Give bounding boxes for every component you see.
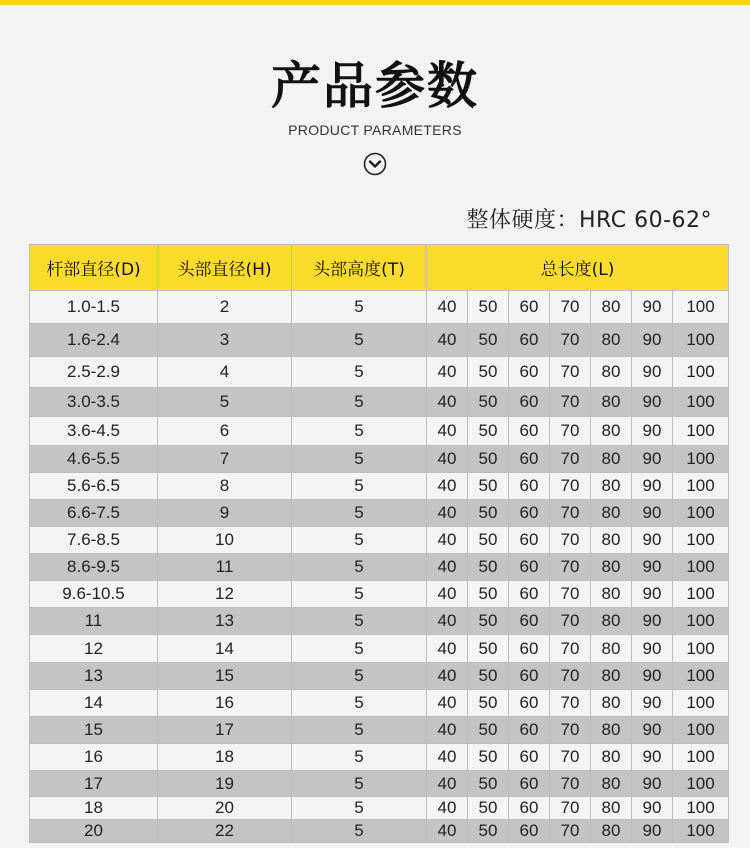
cell-head-height: 5 — [292, 771, 427, 797]
cell-total-length: 60 — [509, 388, 550, 417]
table-row — [30, 771, 729, 797]
cell-head-height: 5 — [292, 388, 427, 417]
header-head-height: 头部高度(T) — [292, 245, 427, 291]
table-row — [30, 388, 729, 417]
cell-total-length: 90 — [632, 357, 673, 388]
cell-head-height: 5 — [292, 608, 427, 635]
cell-total-length: 100 — [673, 554, 729, 581]
cell-shank-diameter: 17 — [30, 771, 158, 797]
cell-total-length: 40 — [427, 581, 468, 608]
cell-total-length: 100 — [673, 797, 729, 820]
cell-head-height: 5 — [292, 663, 427, 690]
cell-head-diameter: 14 — [158, 635, 292, 663]
cell-head-height: 5 — [292, 820, 427, 843]
cell-head-height: 5 — [292, 291, 427, 324]
cell-total-length: 100 — [673, 690, 729, 717]
cell-total-length: 70 — [550, 324, 591, 357]
cell-total-length: 50 — [468, 446, 509, 473]
cell-shank-diameter: 3.0-3.5 — [30, 388, 158, 417]
page-subtitle: PRODUCT PARAMETERS — [288, 122, 462, 138]
cell-head-height: 5 — [292, 446, 427, 473]
cell-total-length: 40 — [427, 820, 468, 843]
cell-head-height: 5 — [292, 635, 427, 663]
cell-total-length: 60 — [509, 357, 550, 388]
cell-total-length: 50 — [468, 717, 509, 744]
cell-head-diameter: 13 — [158, 608, 292, 635]
cell-head-height: 5 — [292, 417, 427, 446]
cell-total-length: 90 — [632, 635, 673, 663]
cell-shank-diameter: 6.6-7.5 — [30, 500, 158, 527]
cell-head-diameter: 11 — [158, 554, 292, 581]
cell-total-length: 90 — [632, 690, 673, 717]
cell-total-length: 90 — [632, 473, 673, 500]
cell-total-length: 70 — [550, 388, 591, 417]
cell-head-diameter: 20 — [158, 797, 292, 820]
cell-total-length: 40 — [427, 417, 468, 446]
cell-head-height: 5 — [292, 581, 427, 608]
table-header-row — [30, 245, 729, 291]
table-row — [30, 500, 729, 527]
cell-head-height: 5 — [292, 357, 427, 388]
cell-total-length: 80 — [591, 797, 632, 820]
cell-total-length: 60 — [509, 473, 550, 500]
cell-total-length: 60 — [509, 527, 550, 554]
cell-total-length: 60 — [509, 635, 550, 663]
table-row — [30, 417, 729, 446]
cell-total-length: 60 — [509, 744, 550, 771]
cell-total-length: 100 — [673, 357, 729, 388]
cell-head-diameter: 9 — [158, 500, 292, 527]
table-row — [30, 820, 729, 843]
cell-total-length: 80 — [591, 635, 632, 663]
cell-total-length: 50 — [468, 690, 509, 717]
cell-shank-diameter: 18 — [30, 797, 158, 820]
cell-total-length: 60 — [509, 291, 550, 324]
cell-shank-diameter: 8.6-9.5 — [30, 554, 158, 581]
cell-head-diameter: 10 — [158, 527, 292, 554]
cell-total-length: 100 — [673, 324, 729, 357]
table-row — [30, 291, 729, 324]
cell-total-length: 80 — [591, 820, 632, 843]
table-row — [30, 608, 729, 635]
cell-shank-diameter: 4.6-5.5 — [30, 446, 158, 473]
page-title: 产品参数 — [271, 57, 479, 115]
cell-total-length: 50 — [468, 473, 509, 500]
cell-total-length: 80 — [591, 663, 632, 690]
cell-total-length: 80 — [591, 608, 632, 635]
cell-total-length: 90 — [632, 608, 673, 635]
cell-total-length: 100 — [673, 581, 729, 608]
cell-head-diameter: 3 — [158, 324, 292, 357]
cell-total-length: 50 — [468, 357, 509, 388]
cell-head-diameter: 7 — [158, 446, 292, 473]
cell-total-length: 50 — [468, 744, 509, 771]
cell-total-length: 40 — [427, 690, 468, 717]
cell-total-length: 70 — [550, 771, 591, 797]
cell-total-length: 50 — [468, 820, 509, 843]
cell-total-length: 90 — [632, 663, 673, 690]
top-accent-bar — [0, 0, 750, 5]
cell-total-length: 70 — [550, 527, 591, 554]
cell-total-length: 80 — [591, 324, 632, 357]
cell-total-length: 80 — [591, 500, 632, 527]
cell-total-length: 40 — [427, 357, 468, 388]
cell-total-length: 90 — [632, 500, 673, 527]
cell-total-length: 80 — [591, 771, 632, 797]
cell-shank-diameter: 13 — [30, 663, 158, 690]
cell-total-length: 100 — [673, 744, 729, 771]
cell-shank-diameter: 16 — [30, 744, 158, 771]
table-row — [30, 690, 729, 717]
cell-total-length: 50 — [468, 581, 509, 608]
cell-total-length: 100 — [673, 635, 729, 663]
cell-head-height: 5 — [292, 473, 427, 500]
cell-total-length: 60 — [509, 820, 550, 843]
cell-total-length: 60 — [509, 581, 550, 608]
table-row — [30, 635, 729, 663]
cell-total-length: 100 — [673, 717, 729, 744]
cell-total-length: 50 — [468, 771, 509, 797]
cell-head-diameter: 17 — [158, 717, 292, 744]
cell-total-length: 90 — [632, 744, 673, 771]
cell-head-height: 5 — [292, 744, 427, 771]
cell-head-height: 5 — [292, 797, 427, 820]
cell-head-diameter: 19 — [158, 771, 292, 797]
cell-total-length: 100 — [673, 663, 729, 690]
cell-total-length: 80 — [591, 744, 632, 771]
table-row — [30, 446, 729, 473]
cell-total-length: 70 — [550, 500, 591, 527]
cell-head-diameter: 12 — [158, 581, 292, 608]
table-row — [30, 663, 729, 690]
table-row — [30, 357, 729, 388]
cell-total-length: 90 — [632, 717, 673, 744]
cell-total-length: 40 — [427, 473, 468, 500]
cell-total-length: 100 — [673, 473, 729, 500]
cell-total-length: 90 — [632, 581, 673, 608]
cell-head-diameter: 5 — [158, 388, 292, 417]
hardness-spec: 整体硬度：HRC 60-62° — [466, 208, 712, 233]
cell-total-length: 90 — [632, 446, 673, 473]
cell-total-length: 90 — [632, 797, 673, 820]
cell-total-length: 60 — [509, 771, 550, 797]
cell-head-diameter: 15 — [158, 663, 292, 690]
cell-head-height: 5 — [292, 500, 427, 527]
cell-total-length: 90 — [632, 820, 673, 843]
table-row — [30, 581, 729, 608]
cell-total-length: 70 — [550, 717, 591, 744]
header-head-diameter: 头部直径(H) — [158, 245, 292, 291]
cell-shank-diameter: 3.6-4.5 — [30, 417, 158, 446]
cell-shank-diameter: 20 — [30, 820, 158, 843]
cell-total-length: 90 — [632, 417, 673, 446]
cell-head-diameter: 22 — [158, 820, 292, 843]
cell-total-length: 40 — [427, 324, 468, 357]
cell-total-length: 70 — [550, 473, 591, 500]
cell-total-length: 80 — [591, 357, 632, 388]
cell-total-length: 70 — [550, 357, 591, 388]
cell-head-diameter: 18 — [158, 744, 292, 771]
cell-total-length: 70 — [550, 635, 591, 663]
cell-total-length: 50 — [468, 527, 509, 554]
cell-shank-diameter: 9.6-10.5 — [30, 581, 158, 608]
cell-total-length: 90 — [632, 291, 673, 324]
cell-total-length: 80 — [591, 527, 632, 554]
chevron-down-circle-icon — [363, 152, 387, 176]
cell-total-length: 80 — [591, 446, 632, 473]
cell-total-length: 40 — [427, 608, 468, 635]
cell-total-length: 60 — [509, 717, 550, 744]
cell-total-length: 60 — [509, 500, 550, 527]
cell-total-length: 70 — [550, 554, 591, 581]
cell-total-length: 50 — [468, 663, 509, 690]
cell-total-length: 50 — [468, 635, 509, 663]
cell-head-diameter: 16 — [158, 690, 292, 717]
cell-total-length: 90 — [632, 324, 673, 357]
parameters-table — [29, 244, 729, 843]
header-shank-diameter: 杆部直径(D) — [30, 245, 158, 291]
cell-total-length: 90 — [632, 388, 673, 417]
cell-total-length: 40 — [427, 554, 468, 581]
cell-shank-diameter: 7.6-8.5 — [30, 527, 158, 554]
cell-head-height: 5 — [292, 690, 427, 717]
cell-total-length: 40 — [427, 500, 468, 527]
table-row — [30, 717, 729, 744]
cell-total-length: 80 — [591, 581, 632, 608]
cell-total-length: 60 — [509, 417, 550, 446]
cell-shank-diameter: 1.6-2.4 — [30, 324, 158, 357]
cell-total-length: 60 — [509, 324, 550, 357]
cell-total-length: 50 — [468, 608, 509, 635]
cell-total-length: 50 — [468, 291, 509, 324]
cell-total-length: 70 — [550, 417, 591, 446]
cell-shank-diameter: 2.5-2.9 — [30, 357, 158, 388]
cell-shank-diameter: 5.6-6.5 — [30, 473, 158, 500]
cell-total-length: 100 — [673, 446, 729, 473]
cell-shank-diameter: 14 — [30, 690, 158, 717]
cell-head-height: 5 — [292, 717, 427, 744]
cell-total-length: 50 — [468, 500, 509, 527]
cell-total-length: 70 — [550, 291, 591, 324]
table-row — [30, 324, 729, 357]
cell-total-length: 40 — [427, 797, 468, 820]
cell-total-length: 70 — [550, 797, 591, 820]
cell-total-length: 80 — [591, 388, 632, 417]
cell-shank-diameter: 12 — [30, 635, 158, 663]
table-row — [30, 473, 729, 500]
cell-total-length: 40 — [427, 446, 468, 473]
cell-total-length: 50 — [468, 554, 509, 581]
cell-total-length: 100 — [673, 417, 729, 446]
cell-total-length: 60 — [509, 446, 550, 473]
cell-head-height: 5 — [292, 324, 427, 357]
header-total-length: 总长度(L) — [427, 245, 729, 291]
cell-shank-diameter: 1.0-1.5 — [30, 291, 158, 324]
cell-shank-diameter: 15 — [30, 717, 158, 744]
cell-head-diameter: 4 — [158, 357, 292, 388]
cell-total-length: 100 — [673, 388, 729, 417]
cell-total-length: 40 — [427, 635, 468, 663]
cell-total-length: 90 — [632, 527, 673, 554]
cell-head-height: 5 — [292, 554, 427, 581]
cell-head-height: 5 — [292, 527, 427, 554]
cell-total-length: 70 — [550, 608, 591, 635]
cell-total-length: 50 — [468, 324, 509, 357]
cell-total-length: 50 — [468, 797, 509, 820]
cell-total-length: 40 — [427, 291, 468, 324]
cell-total-length: 40 — [427, 527, 468, 554]
cell-total-length: 40 — [427, 663, 468, 690]
cell-shank-diameter: 11 — [30, 608, 158, 635]
cell-total-length: 90 — [632, 554, 673, 581]
cell-total-length: 60 — [509, 663, 550, 690]
cell-total-length: 70 — [550, 663, 591, 690]
cell-total-length: 80 — [591, 717, 632, 744]
table-row — [30, 527, 729, 554]
table-row — [30, 797, 729, 820]
cell-total-length: 80 — [591, 417, 632, 446]
table-row — [30, 744, 729, 771]
cell-total-length: 70 — [550, 581, 591, 608]
table-row — [30, 554, 729, 581]
cell-total-length: 80 — [591, 554, 632, 581]
cell-total-length: 100 — [673, 291, 729, 324]
cell-total-length: 50 — [468, 417, 509, 446]
cell-total-length: 100 — [673, 500, 729, 527]
cell-total-length: 40 — [427, 744, 468, 771]
cell-total-length: 60 — [509, 608, 550, 635]
cell-total-length: 70 — [550, 446, 591, 473]
cell-total-length: 70 — [550, 744, 591, 771]
cell-total-length: 60 — [509, 690, 550, 717]
cell-head-diameter: 2 — [158, 291, 292, 324]
cell-total-length: 100 — [673, 820, 729, 843]
cell-total-length: 40 — [427, 771, 468, 797]
cell-head-diameter: 6 — [158, 417, 292, 446]
cell-total-length: 40 — [427, 717, 468, 744]
cell-total-length: 80 — [591, 473, 632, 500]
cell-total-length: 70 — [550, 820, 591, 843]
cell-head-diameter: 8 — [158, 473, 292, 500]
cell-total-length: 80 — [591, 291, 632, 324]
cell-total-length: 80 — [591, 690, 632, 717]
cell-total-length: 40 — [427, 388, 468, 417]
cell-total-length: 50 — [468, 388, 509, 417]
cell-total-length: 100 — [673, 608, 729, 635]
cell-total-length: 100 — [673, 771, 729, 797]
cell-total-length: 100 — [673, 527, 729, 554]
cell-total-length: 60 — [509, 797, 550, 820]
cell-total-length: 60 — [509, 554, 550, 581]
cell-total-length: 70 — [550, 690, 591, 717]
cell-total-length: 90 — [632, 771, 673, 797]
